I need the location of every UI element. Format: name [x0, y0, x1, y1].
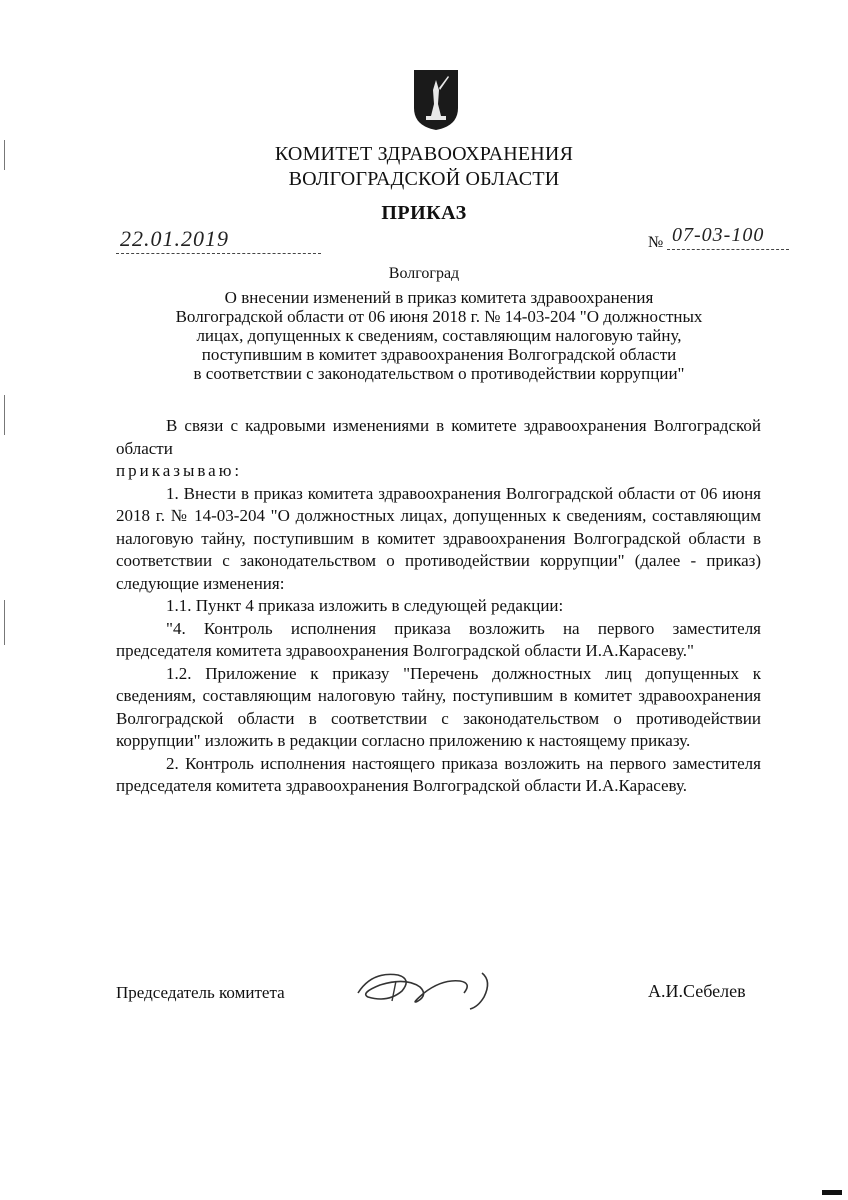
- order-subject: [120, 288, 758, 383]
- order-number: 07-03-100: [672, 224, 765, 246]
- scan-margin-mark: [4, 600, 5, 645]
- org-name-line2: ВОЛГОГРАДСКОЙ ОБЛАСТИ: [288, 168, 560, 190]
- order-word: приказываю:: [116, 461, 243, 480]
- coat-of-arms-icon: [412, 68, 460, 132]
- quoted-item-4: "4. Контроль исполнения приказа возложить на первого заместителя председателя комитета здравоохранения Волгоградской области И.А.Карасеву.": [116, 618, 761, 660]
- document-title: ПРИКАЗ: [381, 202, 467, 224]
- intro-paragraph: В связи с кадровыми изменениями в комитете здравоохранения Волгоградской области: [116, 416, 761, 458]
- handwritten-signature: [352, 963, 502, 1011]
- item-1: 1. Внести в приказ комитета здравоохранения Волгоградской области от 06 июня 2018 г. № 14-03-204 "О должностных лицах, допущенных к сведениям, составляющим налоговую тайну, поступившим в комитет здравоохранения Волгоградской области в соответствии с законодательством о противодействии коррупции" (далее - приказ) следующие изменения:: [116, 483, 761, 593]
- subject-line: лицах, допущенных к сведениям, составляющим налоговую тайну,: [196, 326, 682, 345]
- subject-line: Волгоградской области от 06 июня 2018 г. № 14-03-204 "О должностных: [175, 307, 703, 326]
- subject-line: поступившим в комитет здравоохранения Волгоградской области: [201, 345, 677, 364]
- signatory-position: Председатель комитета: [116, 983, 285, 1002]
- item-1-1: 1.1. Пункт 4 приказа изложить в следующей редакции:: [166, 596, 564, 615]
- item-2: 2. Контроль исполнения настоящего приказа возложить на первого заместителя председателя комитета здравоохранения Волгоградской области И.А.Карасеву.: [116, 753, 761, 795]
- org-name-line1: КОМИТЕТ ЗДРАВООХРАНЕНИЯ: [274, 143, 574, 165]
- order-date: 22.01.2019: [120, 226, 229, 251]
- signatory-name: А.И.Себелев: [648, 981, 746, 1001]
- number-underline: [667, 249, 789, 250]
- order-number-label: №: [648, 234, 664, 251]
- item-1-2: 1.2. Приложение к приказу "Перечень должностных лиц допущенных к сведениям, составляющим налоговую тайну, поступившим в комитет здравоохранения Волгоградской области в соответствии с законодательством о противодействии коррупции" изложить в редакции согласно приложению к настоящему приказу.: [116, 663, 761, 750]
- date-underline: [116, 253, 321, 254]
- subject-line: в соответствии с законодательством о противодействии коррупции": [193, 364, 685, 383]
- scan-artifact-bar: [822, 1190, 842, 1195]
- scan-margin-mark: [4, 140, 5, 170]
- city: Волгоград: [388, 265, 460, 282]
- order-body: [116, 415, 761, 798]
- subject-line: О внесении изменений в приказ комитета здравоохранения: [224, 288, 654, 307]
- scan-margin-mark: [4, 395, 5, 435]
